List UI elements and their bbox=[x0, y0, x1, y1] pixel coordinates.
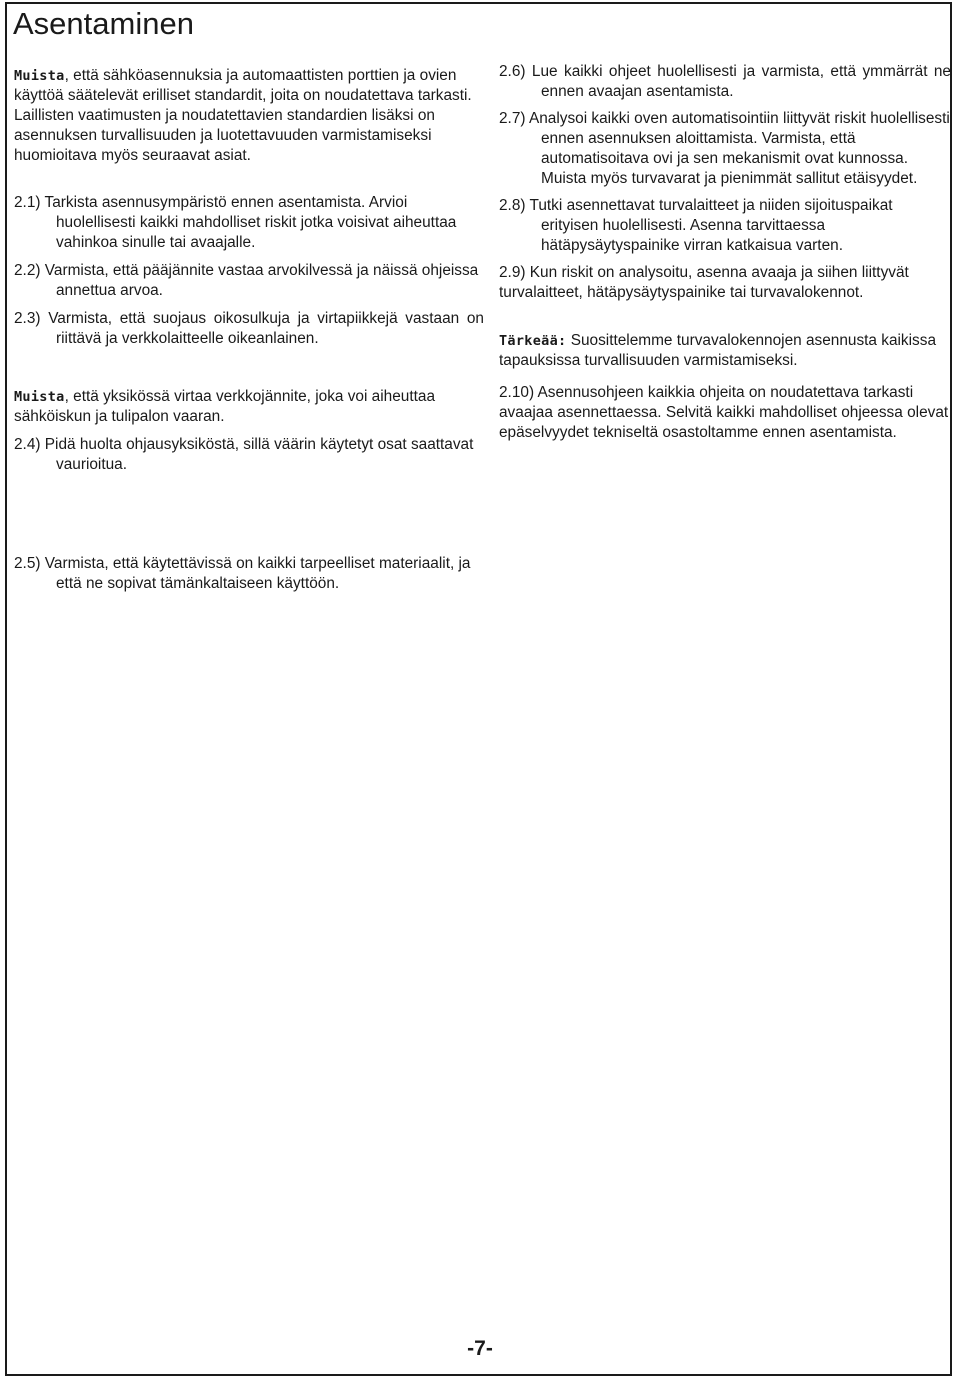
remember-keyword: Muista bbox=[14, 389, 65, 405]
item-2-4: 2.4) Pidä huolta ohjausyksiköstä, sillä väärin käytetyt osat saattavat vaurioitua. bbox=[14, 436, 474, 473]
remember-text: , että yksikössä virtaa verkkojännite, joka voi aiheuttaa sähköiskun ja tulipalon vaaran. bbox=[14, 388, 435, 425]
item-2-6: 2.6) Lue kaikki ohjeet huolellisesti ja varmista, että ymmärrät ne ennen avaajan asentamista. bbox=[499, 63, 951, 100]
right-column bbox=[499, 62, 951, 443]
item-2-8: 2.8) Tutki asennettavat turvalaitteet ja niiden sijoituspaikat erityisen huolellisesti. Asenna tarvittaessa hätäpysäytyspainike virran katkaisua varten. bbox=[499, 197, 893, 254]
important-keyword: Tärkeää: bbox=[499, 333, 567, 349]
item-2-10: 2.10) Asennusohjeen kaikkia ohjeita on noudatettava tarkasti avaajaa asennettaessa. Selvitä kaikki mahdolliset ohjeessa olevat epäselvyydet tekniseltä osastoltamme ennen asentamista. bbox=[499, 384, 949, 441]
page-number: -7- bbox=[467, 1337, 493, 1360]
legal-paragraph: Laillisten vaatimusten ja noudatettavien standardien lisäksi on asennuksen turvallisuuden ja luotettavuuden varmistamiseksi huomioitava myös seuraavat asiat. bbox=[14, 107, 435, 164]
item-2-5: 2.5) Varmista, että käytettävissä on kaikki tarpeelliset materiaalit, ja että ne sopivat tämänkaltaiseen käyttöön. bbox=[14, 555, 471, 592]
item-2-7: 2.7) Analysoi kaikki oven automatisointiin liittyvät riskit huolellisesti ennen asennuksen aloittamista. Varmista, että automatisoitava ovi ja sen mekanismit ovat kunnossa. Muista myös turvavarat ja pienimmät sallitut etäisyydet. bbox=[499, 110, 950, 187]
bottom-left-column bbox=[14, 554, 484, 594]
item-2-3: 2.3) Varmista, että suojaus oikosulkuja ja virtapiikkejä vastaan on riittävä ja verkkolaitteelle oikeanlainen. bbox=[14, 310, 484, 347]
item-2-9: 2.9) Kun riskit on analysoitu, asenna avaaja ja siihen liittyvät turvalaitteet, hätäpysäytyspainike tai turvavalokennot. bbox=[499, 264, 909, 301]
important-paragraph bbox=[499, 331, 951, 371]
page-title: Asentaminen bbox=[13, 6, 194, 41]
item-2-2: 2.2) Varmista, että pääjännite vastaa arvokilvessä ja näissä ohjeissa annettua arvoa. bbox=[14, 262, 479, 299]
left-column bbox=[14, 66, 484, 475]
intro-paragraph bbox=[14, 66, 484, 106]
intro-text: , että sähköasennuksia ja automaattisten porttien ja ovien käyttöä säätelevät erilliset standardit, joita on noudatettava tarkasti. bbox=[14, 67, 472, 104]
important-text: Suosittelemme turvavalokennojen asennusta kaikissa tapauksissa turvallisuuden varmistamiseksi. bbox=[499, 332, 937, 369]
remember-paragraph bbox=[14, 387, 484, 427]
item-2-1: 2.1) Tarkista asennusympäristö ennen asentamista. Arvioi huolellisesti kaikki mahdolliset riskit jotka voisivat aiheuttaa vahinkoa sinulle tai avaajalle. bbox=[14, 194, 457, 251]
intro-keyword: Muista bbox=[14, 68, 65, 84]
